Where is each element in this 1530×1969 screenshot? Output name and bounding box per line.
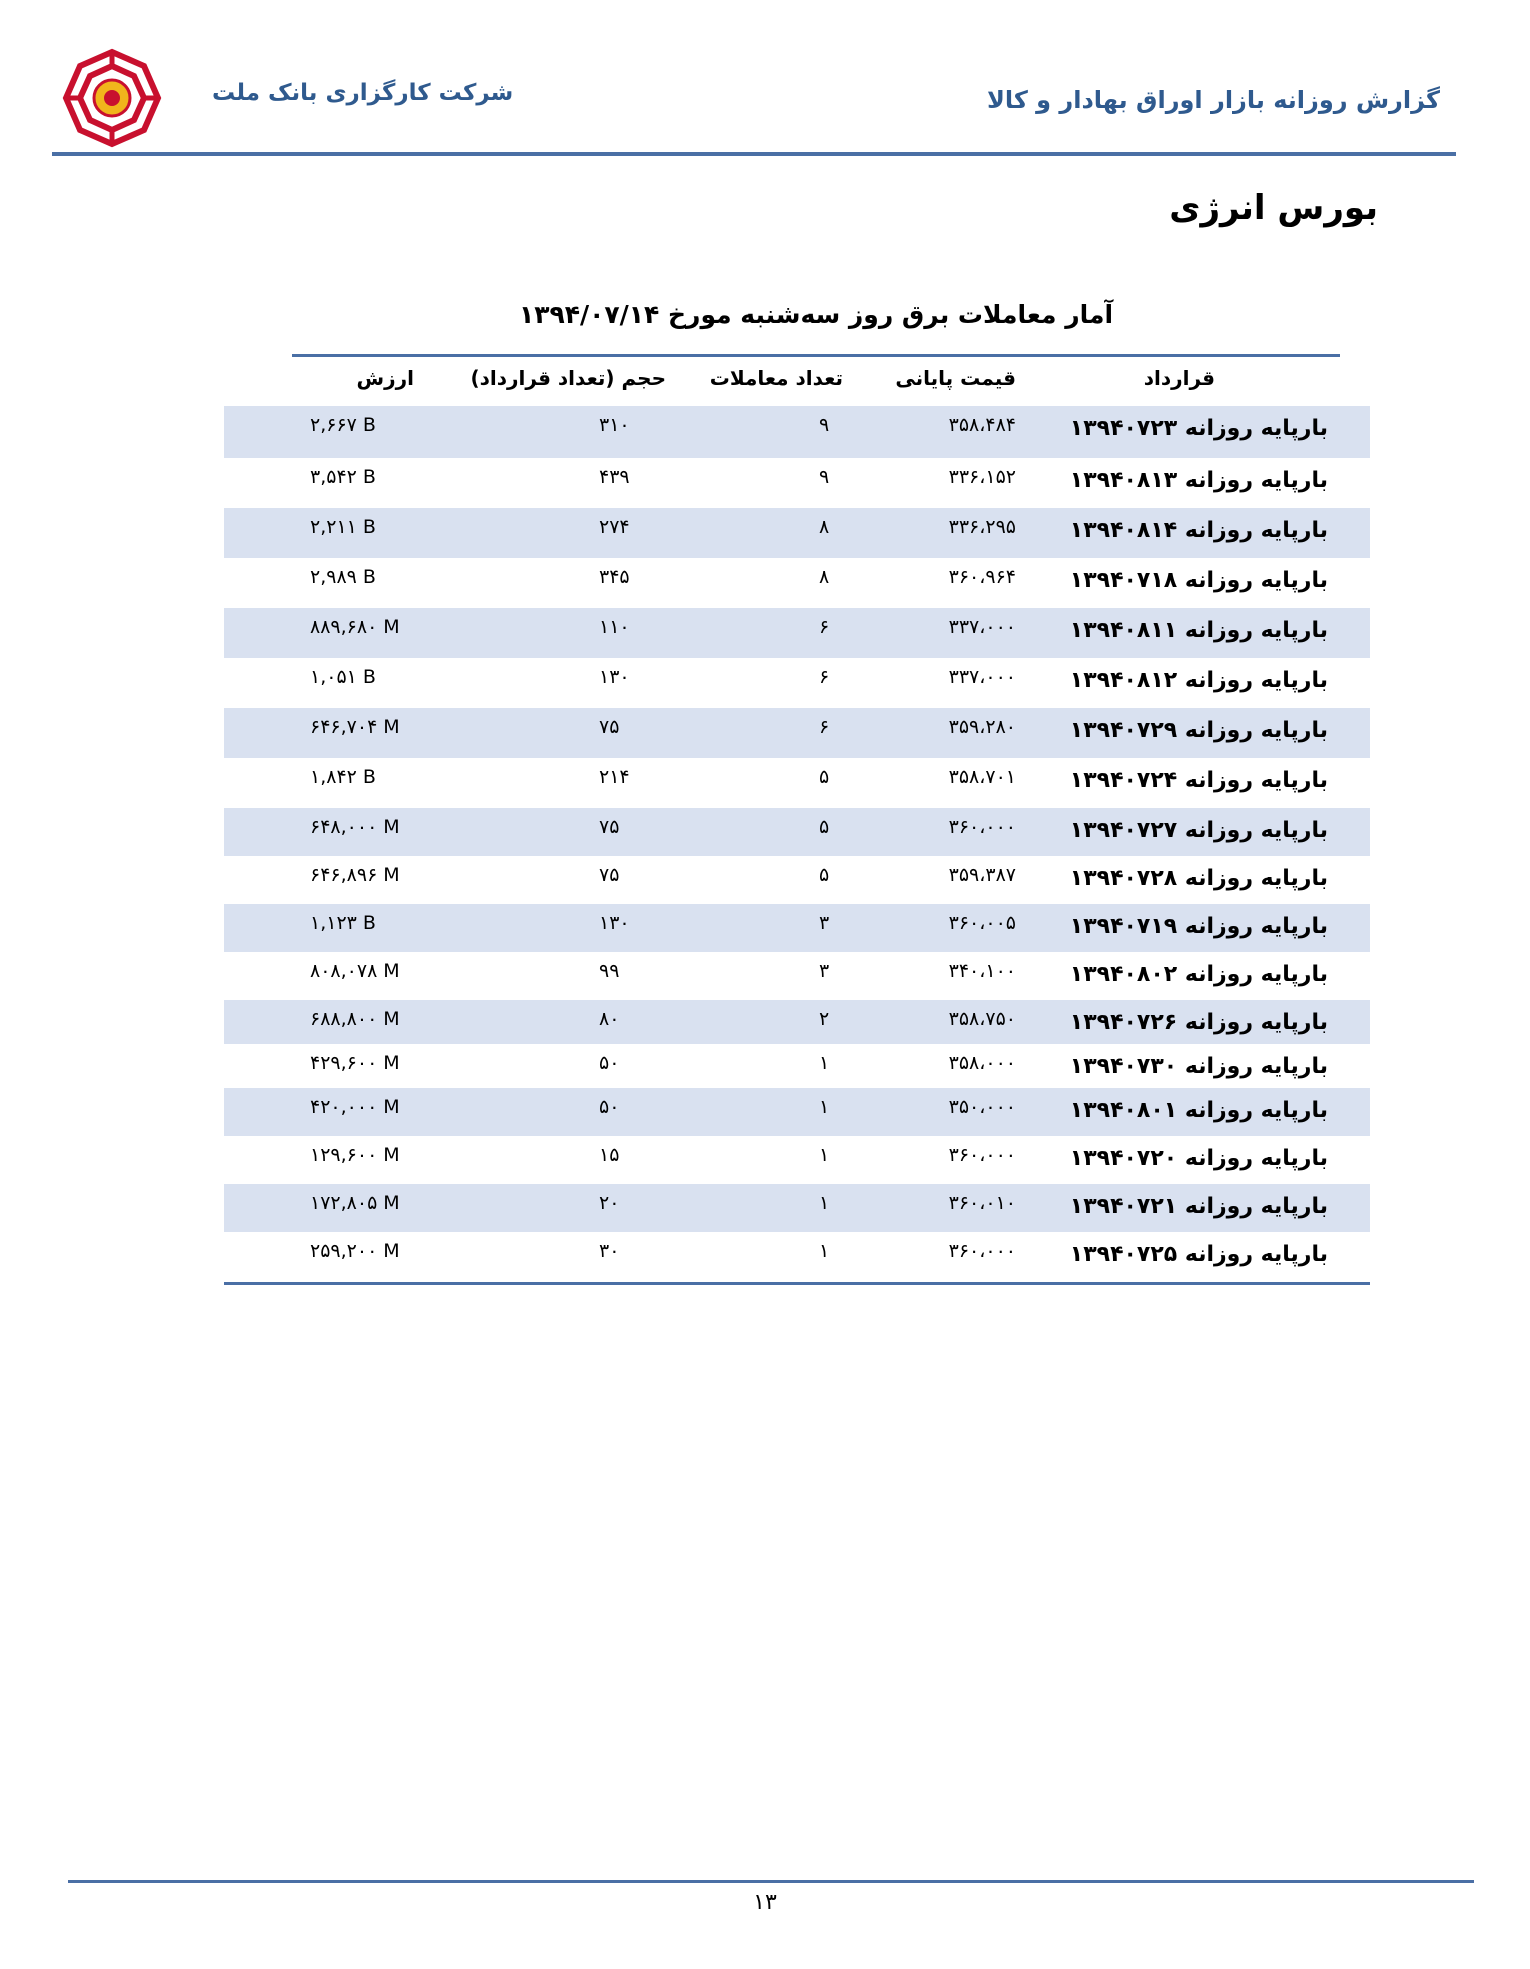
cell-trade-count: ۱ <box>819 1096 830 1118</box>
cell-trade-count: ۱ <box>819 1144 830 1166</box>
cell-value: ۶۴۶,۸۹۶ M <box>310 864 400 886</box>
cell-contract: بارپایه روزانه ۱۳۹۴۰۷۲۶ <box>1069 1010 1328 1035</box>
cell-trade-count: ۵ <box>819 816 830 838</box>
cell-value: ۶۸۸,۸۰۰ M <box>310 1008 400 1030</box>
table-row <box>224 1000 1370 1044</box>
cell-trade-count: ۸ <box>819 566 830 588</box>
cell-trade-count: ۵ <box>819 864 830 886</box>
footer-divider <box>68 1880 1474 1883</box>
cell-final-price: ۳۵۹،۲۸۰ <box>948 716 1016 738</box>
table-row <box>224 1184 1370 1232</box>
cell-contract: بارپایه روزانه ۱۳۹۴۰۷۲۵ <box>1069 1242 1328 1267</box>
cell-trade-count: ۶ <box>819 666 830 688</box>
cell-trade-count: ۶ <box>819 716 830 738</box>
table-row <box>224 508 1370 558</box>
cell-contract: بارپایه روزانه ۱۳۹۴۰۷۱۹ <box>1069 914 1328 939</box>
cell-contract: بارپایه روزانه ۱۳۹۴۰۷۲۴ <box>1069 768 1328 793</box>
report-title: گزارش روزانه بازار اوراق بهادار و کالا <box>986 86 1440 114</box>
cell-contract: بارپایه روزانه ۱۳۹۴۰۷۲۳ <box>1069 416 1328 441</box>
table-row <box>224 608 1370 658</box>
table-row <box>224 708 1370 758</box>
cell-trade-count: ۳ <box>819 912 830 934</box>
cell-final-price: ۳۶۰،۰۰۰ <box>948 1240 1016 1262</box>
cell-value: ۲,۲۱۱ B <box>310 516 376 538</box>
cell-final-price: ۳۶۰،۹۶۴ <box>948 566 1016 588</box>
cell-contract: بارپایه روزانه ۱۳۹۴۰۷۲۹ <box>1069 718 1328 743</box>
cell-value: ۳,۵۴۲ B <box>310 466 376 488</box>
cell-volume: ۲۷۴ <box>599 516 630 538</box>
trades-table <box>224 358 1370 1280</box>
table-row <box>224 406 1370 458</box>
cell-volume: ۳۴۵ <box>599 566 630 588</box>
cell-volume: ۷۵ <box>599 816 620 838</box>
cell-value: ۸۸۹,۶۸۰ M <box>310 616 400 638</box>
cell-trade-count: ۸ <box>819 516 830 538</box>
cell-final-price: ۳۵۹،۳۸۷ <box>948 864 1016 886</box>
cell-contract: بارپایه روزانه ۱۳۹۴۰۷۳۰ <box>1069 1054 1328 1079</box>
cell-final-price: ۳۵۰،۰۰۰ <box>948 1096 1016 1118</box>
cell-contract: بارپایه روزانه ۱۳۹۴۰۸۰۲ <box>1069 962 1328 987</box>
cell-trade-count: ۲ <box>819 1008 830 1030</box>
cell-volume: ۹۹ <box>599 960 620 982</box>
cell-volume: ۲۰ <box>599 1192 620 1214</box>
table-row <box>224 658 1370 708</box>
table-caption: آمار معاملات برق روز سه‌شنبه مورخ ۱۳۹۴/۰۷/۱۴ <box>518 300 1114 329</box>
cell-volume: ۴۳۹ <box>599 466 630 488</box>
cell-final-price: ۳۵۸،۷۰۱ <box>948 766 1016 788</box>
cell-contract: بارپایه روزانه ۱۳۹۴۰۸۱۳ <box>1069 468 1328 493</box>
header-volume: حجم (تعداد قرارداد) <box>470 366 666 390</box>
cell-contract: بارپایه روزانه ۱۳۹۴۰۸۱۴ <box>1069 518 1328 543</box>
cell-final-price: ۳۶۰،۰۰۵ <box>948 912 1016 934</box>
cell-final-price: ۳۳۶،۱۵۲ <box>948 466 1016 488</box>
cell-final-price: ۳۳۷،۰۰۰ <box>948 616 1016 638</box>
cell-value: ۶۴۸,۰۰۰ M <box>310 816 400 838</box>
cell-value: ۲۵۹,۲۰۰ M <box>310 1240 400 1262</box>
cell-contract: بارپایه روزانه ۱۳۹۴۰۸۱۲ <box>1069 668 1328 693</box>
cell-value: ۱۷۲,۸۰۵ M <box>310 1192 400 1214</box>
cell-value: ۱۲۹,۶۰۰ M <box>310 1144 400 1166</box>
cell-final-price: ۳۳۶،۲۹۵ <box>948 516 1016 538</box>
cell-trade-count: ۱ <box>819 1240 830 1262</box>
table-header-row <box>224 358 1370 406</box>
cell-value: ۲,۶۶۷ B <box>310 414 376 436</box>
cell-trade-count: ۵ <box>819 766 830 788</box>
table-row <box>224 1088 1370 1136</box>
cell-volume: ۱۵ <box>599 1144 620 1166</box>
cell-trade-count: ۱ <box>819 1192 830 1214</box>
table-row <box>224 1232 1370 1280</box>
cell-volume: ۲۱۴ <box>599 766 630 788</box>
cell-value: ۴۲۹,۶۰۰ M <box>310 1052 400 1074</box>
cell-trade-count: ۹ <box>819 414 830 436</box>
cell-final-price: ۳۳۷،۰۰۰ <box>948 666 1016 688</box>
cell-contract: بارپایه روزانه ۱۳۹۴۰۷۲۸ <box>1069 866 1328 891</box>
header-final-price: قیمت پایانی <box>895 366 1016 390</box>
table-row <box>224 952 1370 1000</box>
cell-final-price: ۳۵۸،۷۵۰ <box>948 1008 1016 1030</box>
cell-contract: بارپایه روزانه ۱۳۹۴۰۷۲۰ <box>1069 1146 1328 1171</box>
page-header <box>0 0 1530 160</box>
cell-volume: ۱۳۰ <box>599 912 630 934</box>
cell-value: ۱,۱۲۳ B <box>310 912 376 934</box>
cell-volume: ۵۰ <box>599 1096 620 1118</box>
company-name: شرکت کارگزاری بانک ملت <box>212 80 514 106</box>
cell-volume: ۱۱۰ <box>599 616 630 638</box>
cell-value: ۸۰۸,۰۷۸ M <box>310 960 400 982</box>
cell-contract: بارپایه روزانه ۱۳۹۴۰۸۱۱ <box>1069 618 1328 643</box>
bank-mellat-logo-icon <box>62 48 162 148</box>
section-title: بورس انرژی <box>1169 188 1378 228</box>
cell-final-price: ۳۶۰،۰۱۰ <box>948 1192 1016 1214</box>
header-value: ارزش <box>356 366 414 390</box>
cell-final-price: ۳۴۰،۱۰۰ <box>948 960 1016 982</box>
cell-volume: ۱۳۰ <box>599 666 630 688</box>
table-row <box>224 808 1370 856</box>
page-number: ۱۳ <box>753 1890 777 1915</box>
cell-final-price: ۳۵۸،۴۸۴ <box>948 414 1016 436</box>
table-row <box>224 458 1370 508</box>
cell-trade-count: ۹ <box>819 466 830 488</box>
cell-trade-count: ۳ <box>819 960 830 982</box>
table-row <box>224 1044 1370 1088</box>
table-row <box>224 904 1370 952</box>
cell-trade-count: ۱ <box>819 1052 830 1074</box>
cell-trade-count: ۶ <box>819 616 830 638</box>
cell-contract: بارپایه روزانه ۱۳۹۴۰۸۰۱ <box>1069 1098 1328 1123</box>
table-row <box>224 1136 1370 1184</box>
cell-contract: بارپایه روزانه ۱۳۹۴۰۷۲۱ <box>1069 1194 1328 1219</box>
cell-volume: ۳۰ <box>599 1240 620 1262</box>
table-row <box>224 758 1370 808</box>
cell-volume: ۳۱۰ <box>599 414 630 436</box>
cell-value: ۱,۰۵۱ B <box>310 666 376 688</box>
cell-volume: ۸۰ <box>599 1008 620 1030</box>
cell-volume: ۵۰ <box>599 1052 620 1074</box>
header-divider <box>52 152 1456 156</box>
cell-final-price: ۳۶۰،۰۰۰ <box>948 816 1016 838</box>
table-bottom-rule <box>224 1282 1370 1285</box>
cell-contract: بارپایه روزانه ۱۳۹۴۰۷۱۸ <box>1069 568 1328 593</box>
table-body <box>224 406 1370 1280</box>
header-contract: قرارداد <box>1143 366 1215 390</box>
cell-value: ۲,۹۸۹ B <box>310 566 376 588</box>
cell-value: ۴۲۰,۰۰۰ M <box>310 1096 400 1118</box>
table-row <box>224 856 1370 904</box>
header-trade-count: تعداد معاملات <box>709 366 843 390</box>
cell-value: ۱,۸۴۲ B <box>310 766 376 788</box>
cell-contract: بارپایه روزانه ۱۳۹۴۰۷۲۷ <box>1069 818 1328 843</box>
table-top-rule <box>292 354 1340 357</box>
cell-final-price: ۳۶۰،۰۰۰ <box>948 1144 1016 1166</box>
cell-value: ۶۴۶,۷۰۴ M <box>310 716 400 738</box>
cell-final-price: ۳۵۸،۰۰۰ <box>948 1052 1016 1074</box>
cell-volume: ۷۵ <box>599 864 620 886</box>
table-row <box>224 558 1370 608</box>
cell-volume: ۷۵ <box>599 716 620 738</box>
